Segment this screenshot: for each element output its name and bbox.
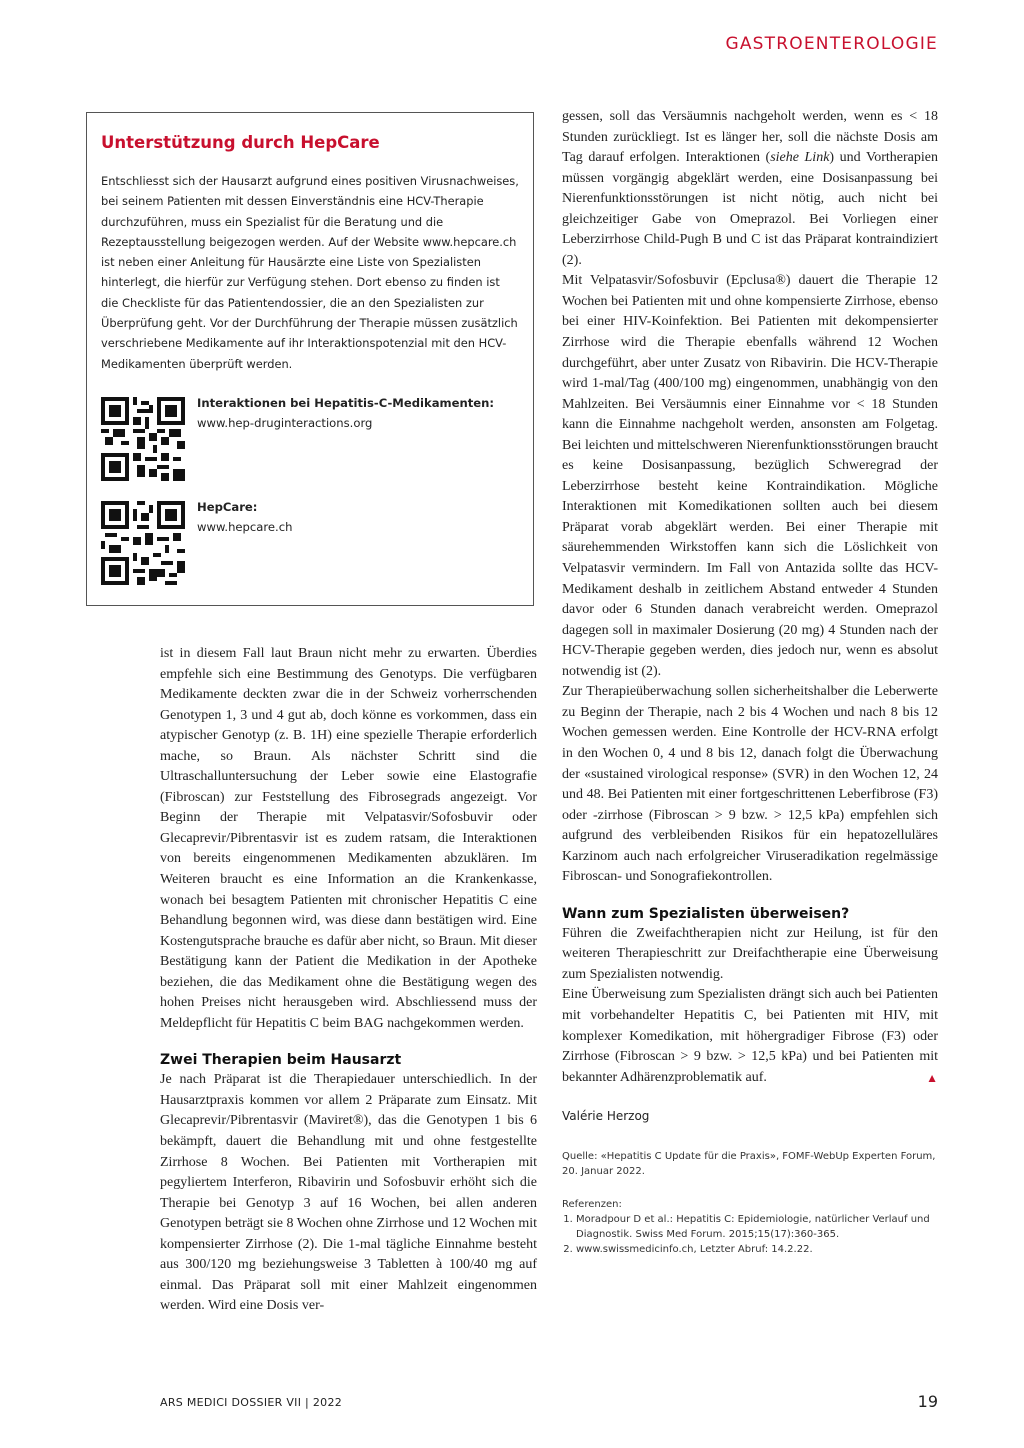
source-note: Quelle: «Hepatitis C Update für die Praxis», FOMF-WebUp Experten Forum, 20. Januar 2022. — [562, 1150, 936, 1177]
paragraph: Zur Therapieüberwachung sollen sicherheitshalber die Leberwerte zu Beginn der Therapie, nach 2 bis 4 Wochen und nach 8 bis 12 Wochen gemessen werden. Eine Kontrolle der HCV-RNA erfolgt in den Wochen 0, 4 und 8 bis 12, danach folgt die Überwachung der «sustained virological response» (SVR) in den Wochen 12, 24 und 48. Bei Patienten mit einer fortgeschrittenen Leberfibrose (F3) oder -zirrhose (Fibroscan > 9 bzw. > 12,5 kPa) empfehlen sich aufgrund des verbleibenden Risikos für ein hepatozelluläres Karzinom auch nach erfolgreicher Viruseradikation regelmässige Fibroscan- und Sonografiekontrollen. — [562, 684, 938, 885]
paragraph: Führen die Zweifachtherapien nicht zur Heilung, ist für den weiteren Therapieschritt zur Dreifachtherapie eine Überweisung zum Spezialisten notwendig. — [562, 925, 938, 982]
link-druginteractions[interactable]: www.hep-druginteractions.org — [197, 416, 373, 430]
qr-label-hepcare — [197, 497, 292, 537]
author: Valérie Herzog — [562, 1109, 650, 1124]
page-number: 19 — [917, 1392, 938, 1411]
box-title: Unterstützung durch HepCare — [101, 133, 380, 152]
qr-title-hepcare: HepCare: — [197, 500, 258, 514]
references-list — [562, 1212, 938, 1257]
paragraph — [562, 985, 938, 1088]
qr-label-interactions — [197, 393, 494, 433]
section-header: GASTROENTEROLOGIE — [725, 34, 938, 54]
qr-code-icon — [101, 397, 185, 481]
section-heading: Wann zum Spezialisten überweisen? — [562, 905, 850, 922]
paragraph: ist in diesem Fall laut Braun nicht mehr zu erwarten. Überdies empfehle sich eine Bestimmung des Genotyps. Die verfügbaren Medikamente deckten zwar die in der Schweiz vorherrschenden Genotypen 1, 3 und 4 gut ab, doch könne es vorkommen, dass ein atypischer Genotyp (z. B. 1H) eine spezielle Therapie erforderlich mache, so Braun. Als nächster Schritt sind die Ultraschalluntersuchung der Leber sowie eine Elastografie (Fibroscan) zur Feststellung des Fibrosegrads angezeigt. Vor Beginn der Therapie mit Velpatasvir/Sofosbuvir oder Glecaprevir/Pibrentasvir ist es zudem ratsam, die Interaktionen von bereits eingenommenen Medikamenten abzuklären. Im Weiteren braucht es eine Information an die Krankenkasse, wonach bei besagtem Patienten mit chronischer Hepatitis C eine Behandlung begonnen wird, was diese dann bestätigen wird. Eine Kostengutsprache brauche es dafür aber nicht, so Braun. Mit dieser Bestätigung kann der Patient die Medikation in der Apotheke beziehen, die das Medikament ohne die Bestätigung wegen des hohen Preises nicht herausgeben wird. Abschliessend muss der Meldepflicht für Hepatitis C beim BAG nachgekommen werden. — [160, 646, 537, 1031]
right-column — [562, 107, 938, 1257]
reference-item: 1. Moradpour D et al.: Hepatitis C: Epidemiologie, natürlicher Verlauf und Diagnostik. Swiss Med Forum. 2015;15(17):360-365. — [576, 1212, 938, 1242]
qr-title-interactions: Interaktionen bei Hepatitis-C-Medikamenten: — [197, 396, 495, 410]
section-heading: Zwei Therapien beim Hausarzt — [160, 1052, 402, 1069]
text-run: ) und Vortherapien müssen vorgängig abgeklärt werden, eine Dosisanpassung bei Nierenfunktionsstörungen ist nicht nötig, auch nicht bei gleichzeitiger Gabe von Omeprazol. Bei Vorliegen einer Leberzirrhose Child-Pugh B und C ist das Präparat kontraindiziert (2). — [562, 150, 938, 268]
references-title: Referenzen: — [562, 1198, 622, 1210]
box-body: Entschliesst sich der Hausarzt aufgrund eines positiven Virusnachweises, bei seinem Patienten mit dessen Einverständnis eine HCV-Therapie durchzuführen, muss ein Spezialist für die Beratung und die Rezeptausstellung beigezogen werden. Auf der Website www.hepcare.ch ist neben einer Anleitung für Hausärzte eine Liste von Spezialisten hinterlegt, die hierfür zur Verfügung stehen. Dort ebenso zu finden ist die Checkliste für das Patientendossier, die an den Spezialisten zur Überprüfung geht. Vor der Durchführung der Therapie müssen zusätzlich verschriebene Medikamente auf ihr Interaktionspotenzial mit den HCV-Medikamenten überprüft werden. — [101, 174, 519, 371]
paragraph — [562, 107, 938, 271]
text-run: Eine Überweisung zum Spezialisten drängt sich auch bei Patienten mit vorbehandelter Hepatitis C, bei Patienten mit HIV, mit komplexer Komedikation, mit höhergradiger Fibrose (F3) oder Zirrhose (Fibroscan > 9 bzw. > 12,5 kPa) und bei Patienten mit bekannter Adhärenzproblematik auf. — [562, 987, 938, 1085]
reference-item: 2. www.swissmedicinfo.ch, Letzter Abruf: 14.2.22. — [576, 1242, 938, 1257]
paragraph: Mit Velpatasvir/Sofosbuvir (Epclusa®) dauert die Therapie 12 Wochen bei Patienten mit und ohne kompensierte Zirrhose, ebenso bei einer HIV-Koinfektion. Bei Patienten mit dekompensierter Zirrhose wird die Therapie ebenfalls während 12 Wochen durchgeführt, aber unter Zusatz von Ribavirin. Die HCV-Therapie wird 1-mal/Tag (400/100 mg) eingenommen, unabhängig von den Mahlzeiten. Bei Versäumnis einer Einnahme vor < 18 Stunden kann die Einnahme nachgeholt werden, ansonsten am Folgetag. Bei leichten und mittelschweren Nierenfunktionsstörungen braucht es keine Dosisanpassung, bezüglich Schweregrad der Leberzirrhose besteht keine Kontraindikation. Mögliche Interaktionen mit Komedikationen sollten auch bei diesem Präparat vorab abgeklärt werden. Bei einer Therapie mit säurehemmenden Wirkstoffen kann sich die Löslichkeit von Velpatasvir vermindern. Im Fall von Antazida sollte das HCV-Medikament deshalb in zeitlichem Abstand entweder 4 Stunden davor oder 6 Stunden danach verabreicht werden. Omeprazol dagegen soll in maximaler Dosierung (20 mg) 4 Stunden nach der HCV-Therapie gegeben werden, dies jedoch nur, wenn es absolut notwendig ist (2). — [562, 273, 938, 679]
qr-code-icon — [101, 501, 185, 585]
inline-link-reference: siehe Link — [770, 150, 830, 166]
hepcare-info-box — [86, 112, 534, 606]
end-of-article-mark: ▲ — [926, 1070, 938, 1085]
left-column — [160, 644, 537, 1317]
link-hepcare[interactable]: www.hepcare.ch — [197, 520, 293, 534]
paragraph: Je nach Präparat ist die Therapiedauer unterschiedlich. In der Hausarztpraxis kommen vor allem 2 Präparate zum Einsatz. Mit Glecaprevir/Pibrentasvir (Maviret®), das die Genotypen 1 bis 6 bekämpft, dauert die Behandlung mit und ohne festgestellte Zirrhose 8 Wochen. Bei Patienten mit Vortherapien mit pegyliertem Interferon, Ribavirin und Sofosbuvir erhöht sich die Therapie bei Genotyp 3 auf 16 Wochen, bei allen anderen Genotypen beträgt sie 8 Wochen ohne Zirrhose und 12 Wochen mit kompensierter Zirrhose (2). Die 1-mal tägliche Einnahme besteht aus 300/120 mg beziehungsweise 3 Tabletten à 100/40 mg auf einmal. Das Präparat soll mit einer Mahlzeit eingenommen werden. Wird eine Dosis ver- — [160, 1072, 537, 1314]
footer-journal: ARS MEDICI DOSSIER VII | 2022 — [160, 1396, 343, 1409]
text-run: gessen, soll das Versäumnis nachgeholt werden, wenn es < 18 Stunden zurückliegt. Ist es länger her, soll die nächste Dosis am Tag darauf erfolgen. Interaktionen ( — [562, 109, 938, 166]
